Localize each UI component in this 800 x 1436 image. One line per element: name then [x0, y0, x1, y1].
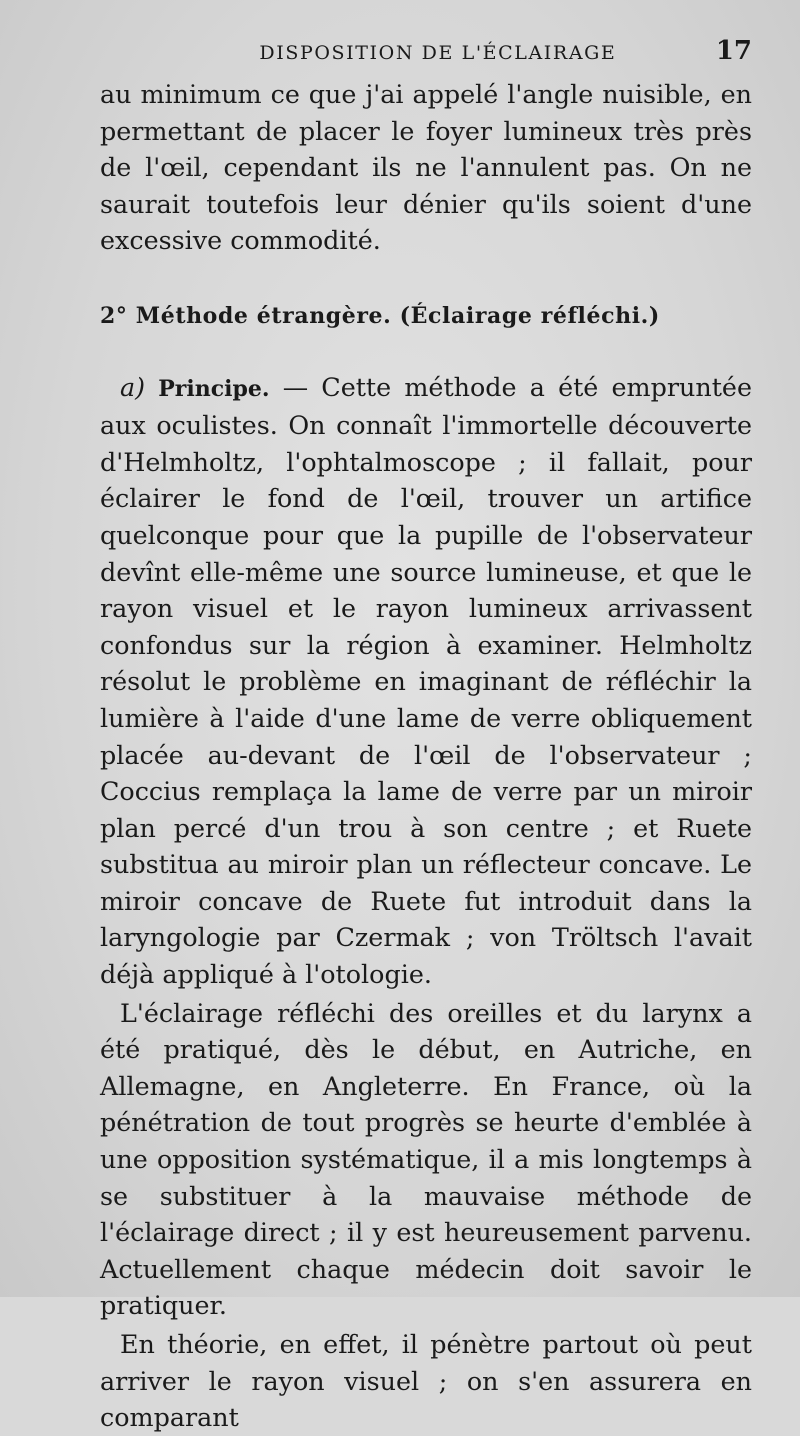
section-heading: 2° Méthode étrangère. (Éclairage réfléchi.): [100, 302, 660, 329]
paragraph-continuation: au minimum ce que j'ai appelé l'angle nuisible, en permettant de placer le foyer lumineux très près de l'œil, cependant ils ne l'annulent pas. On ne saurait toutefois leur dénier qu'ils soient d'une excessive commodité.: [100, 79, 752, 256]
running-head: DISPOSITION DE L'ÉCLAIRAGE: [259, 42, 617, 64]
subsection-label: a): [120, 371, 146, 402]
page-body: [100, 76, 752, 1436]
paragraph-theorie: En théorie, en effet, il pénètre partout où peut arriver le rayon visuel ; on s'en assurera en comparant: [100, 1329, 752, 1433]
page-header: [100, 36, 752, 66]
page-number: 17: [715, 36, 752, 66]
subsection-title: Principe.: [158, 375, 270, 402]
paragraph-principe-text: — Cette méthode a été empruntée aux oculistes. On connaît l'immortelle découverte d'Helmholtz, l'ophtalmoscope ; il fallait, pour éclairer le fond de l'œil, trouver un artifice quelconque pour que la pupille de l'observateur devînt elle-même une source lumineuse, et que le rayon visuel et le rayon lumineux arrivassent confondus sur la région à examiner. Helmholtz résolut le problème en imaginant de réfléchir la lumière à l'aide d'une lame de verre obliquement placée au-devant de l'œil de l'observateur ; Coccius remplaça la lame de verre par un miroir plan percé d'un trou à son centre ; et Ruete substitua au miroir plan un réflecteur concave. Le miroir concave de Ruete fut introduit dans la laryngologie par Czermak ; von Tröltsch l'avait déjà appliqué à l'otologie.: [100, 371, 752, 990]
paragraph-eclairage: L'éclairage réfléchi des oreilles et du larynx a été pratiqué, dès le début, en Autriche, en Allemagne, en Angleterre. En France, où la pénétration de tout progrès se heurte d'emblée à une opposition systématique, il a mis longtemps à se substituer à la mauvaise méthode de l'éclairage direct ; il y est heureusement parvenu. Actuellement chaque médecin doit savoir le pratiquer.: [100, 997, 752, 1321]
paragraph-principe: [100, 369, 752, 993]
